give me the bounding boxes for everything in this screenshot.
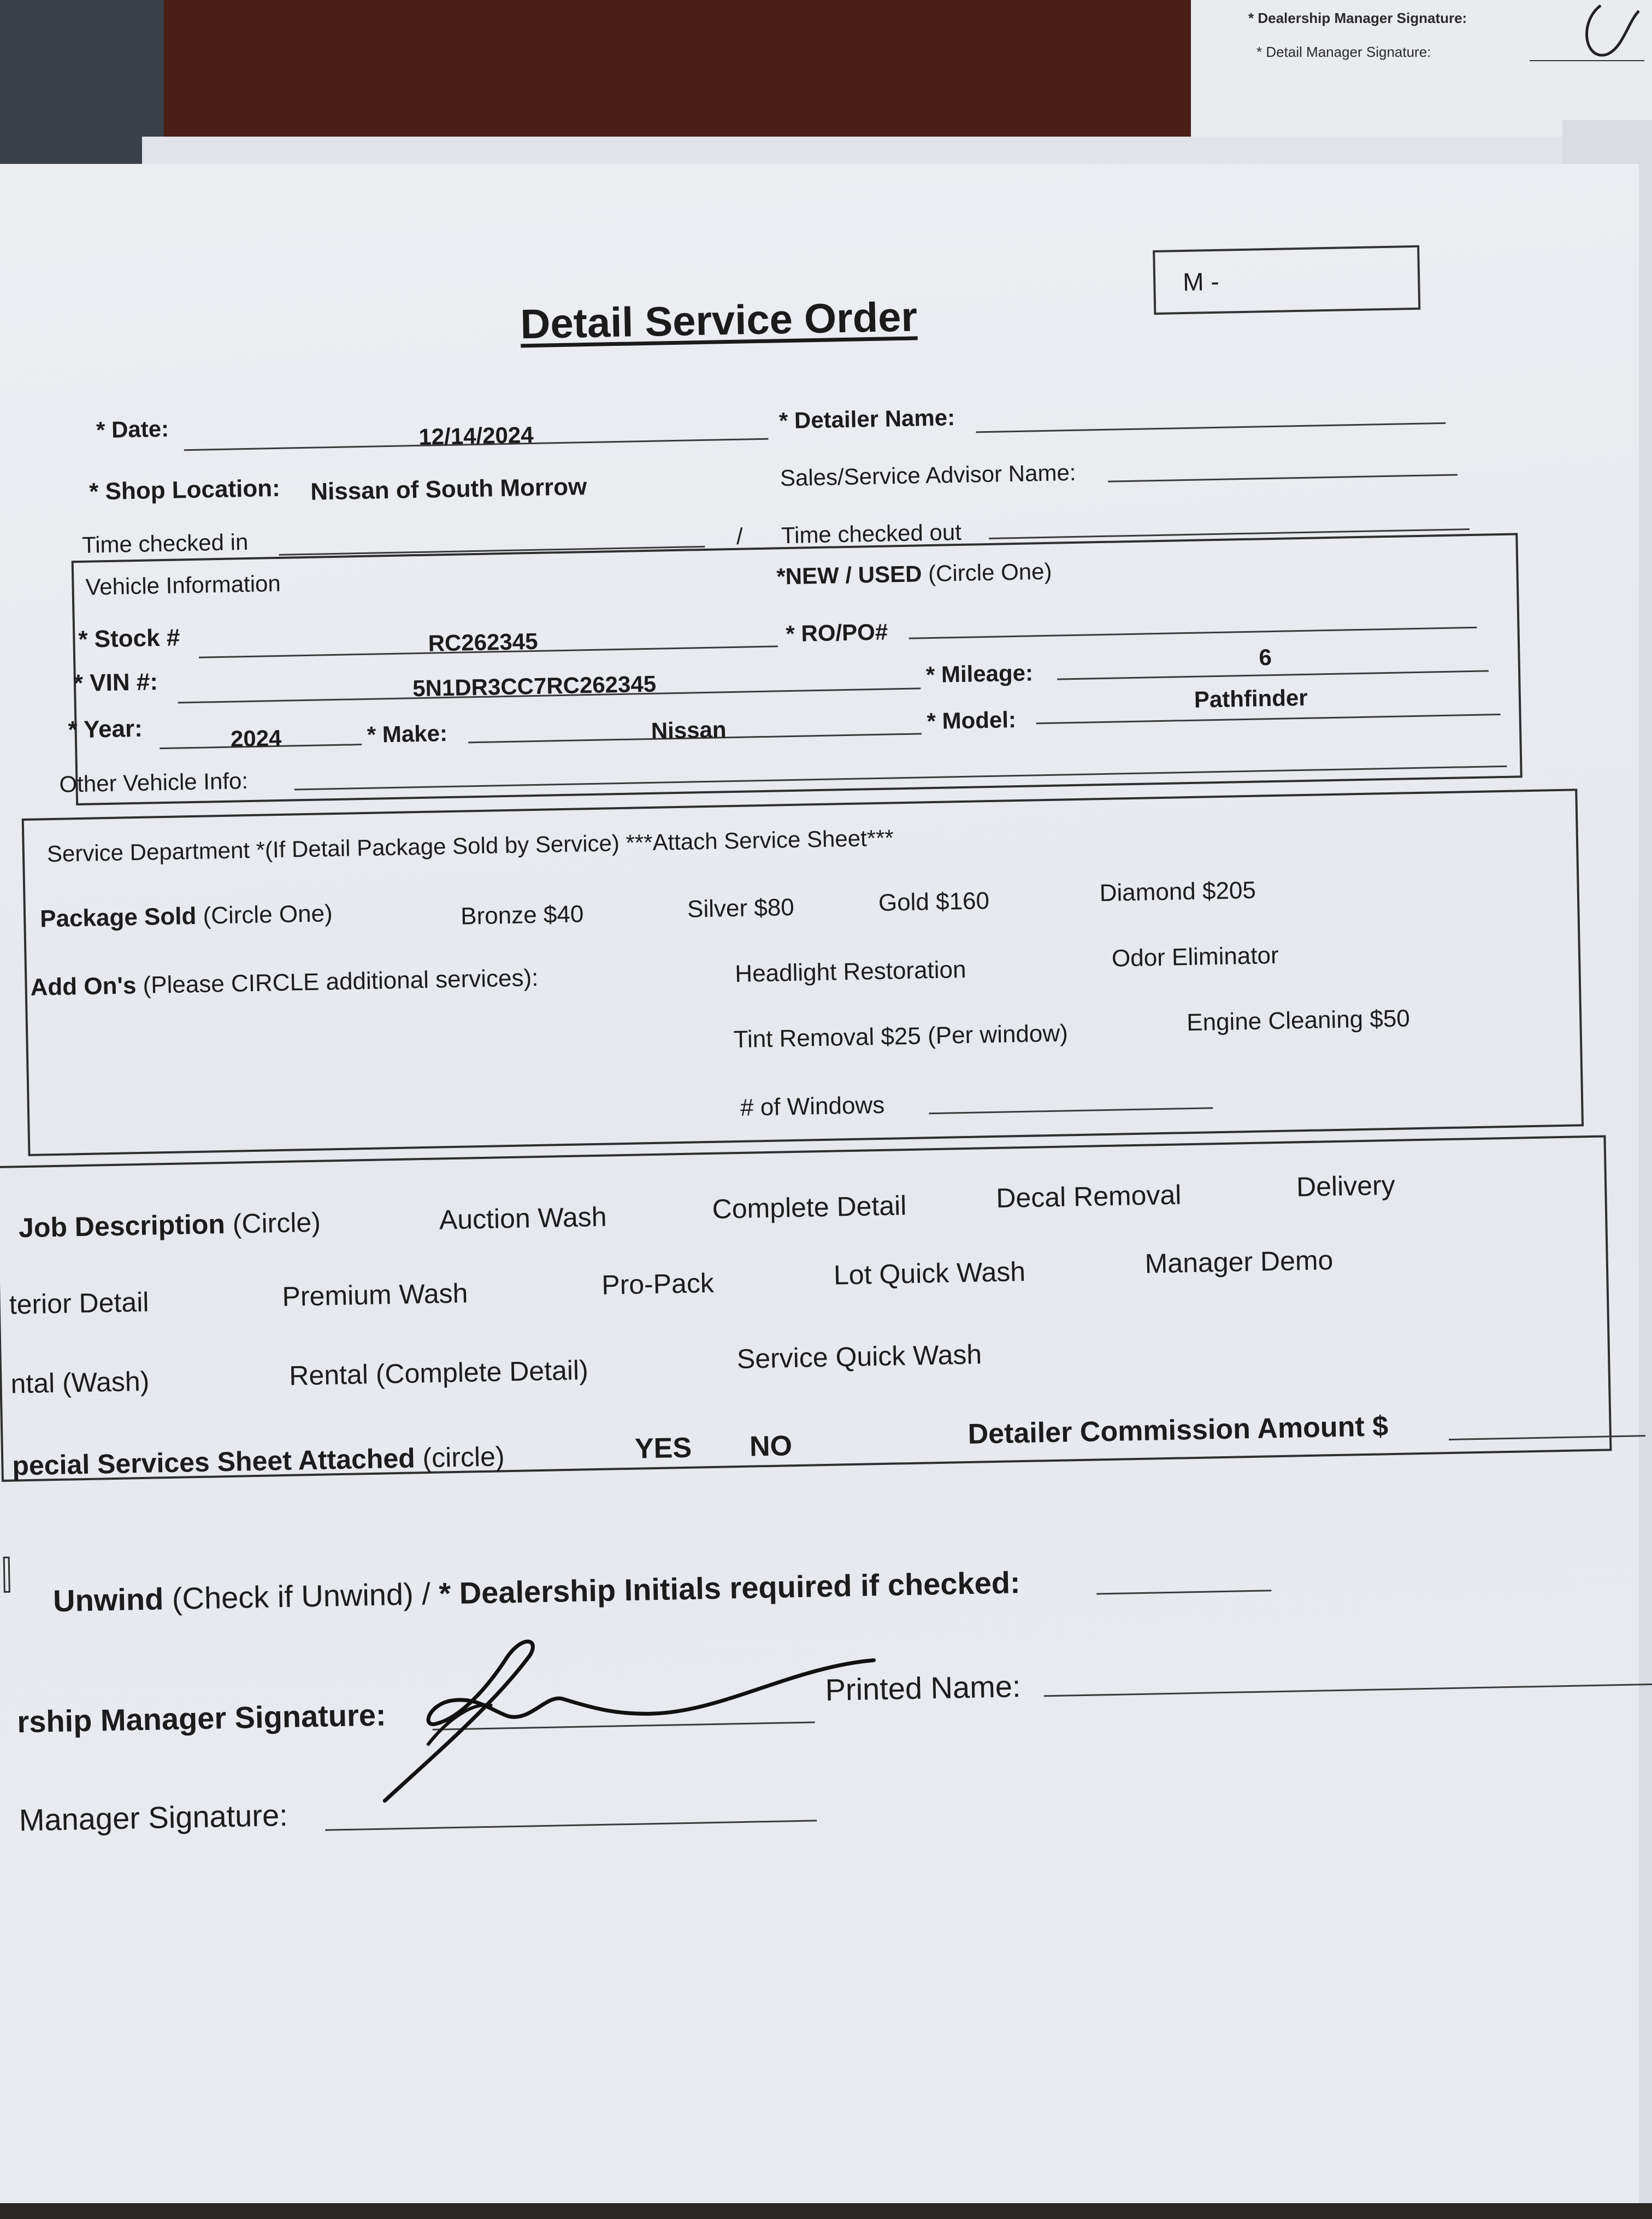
other-vehicle-info-label: Other Vehicle Info: <box>59 768 249 797</box>
special-services-yes[interactable]: YES <box>634 1432 692 1465</box>
handwritten-signature <box>365 1626 937 1812</box>
detail-manager-signature-label: Manager Signature: <box>19 1798 288 1838</box>
unwind-hint: (Check if Unwind) / <box>172 1576 431 1616</box>
addon-headlight-restoration[interactable]: Headlight Restoration <box>734 956 966 988</box>
printed-name-field[interactable] <box>1044 1684 1652 1697</box>
vin-value[interactable]: 5N1DR3CC7RC262345 <box>412 670 657 702</box>
time-separator: / <box>736 523 744 549</box>
m-number-box[interactable] <box>1153 245 1420 315</box>
date-value[interactable]: 12/14/2024 <box>418 421 534 450</box>
windows-count-label: # of Windows <box>740 1091 885 1121</box>
job-complete-detail[interactable]: Complete Detail <box>712 1190 907 1225</box>
addon-odor-eliminator[interactable]: Odor Eliminator <box>1111 941 1279 972</box>
package-silver[interactable]: Silver $80 <box>687 893 795 923</box>
job-description-label <box>19 1206 321 1244</box>
package-sold-label <box>40 900 333 933</box>
form-title: Detail Service Order <box>520 293 918 348</box>
m-number-label: M - <box>1182 267 1220 297</box>
model-value[interactable]: Pathfinder <box>1194 684 1308 713</box>
detailer-name-label: * Detailer Name: <box>778 404 955 434</box>
ro-po-label: * RO/PO# <box>786 619 888 647</box>
printed-name-label: Printed Name: <box>824 1669 1022 1708</box>
package-bronze[interactable]: Bronze $40 <box>460 900 584 930</box>
job-decal-removal[interactable]: Decal Removal <box>995 1179 1182 1214</box>
job-delivery[interactable]: Delivery <box>1296 1169 1396 1203</box>
model-label: * Model: <box>927 707 1017 734</box>
job-rental-wash[interactable]: ntal (Wash) <box>10 1365 150 1399</box>
job-manager-demo[interactable]: Manager Demo <box>1144 1245 1334 1279</box>
stock-label: * Stock # <box>78 624 180 653</box>
detailer-commission-label: Detailer Commission Amount $ <box>967 1410 1389 1450</box>
job-pro-pack[interactable]: Pro-Pack <box>601 1267 715 1300</box>
special-services-hint: (circle) <box>422 1441 505 1474</box>
advisor-name-field[interactable] <box>1108 474 1458 482</box>
shop-location-value[interactable]: Nissan of South Morrow <box>310 473 587 505</box>
year-label: * Year: <box>68 715 143 744</box>
addon-tint-removal[interactable]: Tint Removal $25 (Per window) <box>733 1020 1069 1053</box>
year-value[interactable]: 2024 <box>230 725 282 752</box>
unwind-checkbox[interactable] <box>3 1557 10 1593</box>
unwind-initials-label: * Dealership Initials required if checked: <box>438 1565 1021 1611</box>
special-services-bold: pecial Services Sheet Attached <box>11 1443 416 1481</box>
new-used-hint: (Circle One) <box>928 558 1052 587</box>
unwind-bold: Unwind <box>52 1581 164 1618</box>
time-in-label: Time checked in <box>81 528 249 558</box>
unwind-row <box>53 1564 1021 1618</box>
job-description-bold: Job Description <box>18 1209 226 1244</box>
shop-location-label: * Shop Location: <box>88 474 281 505</box>
detailer-name-field[interactable] <box>976 422 1446 433</box>
mileage-label: * Mileage: <box>925 660 1034 688</box>
job-premium-wash[interactable]: Premium Wash <box>282 1278 468 1312</box>
package-sold-hint: (Circle One) <box>203 900 333 929</box>
add-ons-hint: (Please CIRCLE additional services): <box>143 964 539 999</box>
add-ons-bold: Add On's <box>30 972 137 1001</box>
job-rental-complete-detail[interactable]: Rental (Complete Detail) <box>288 1355 589 1391</box>
special-services-no[interactable]: NO <box>749 1430 793 1463</box>
package-diamond[interactable]: Diamond $205 <box>1099 876 1256 907</box>
vehicle-information-label: Vehicle Information <box>85 570 281 600</box>
stock-value[interactable]: RC262345 <box>428 628 538 656</box>
make-label: * Make: <box>367 720 448 747</box>
time-out-label: Time checked out <box>781 519 962 549</box>
date-label: * Date: <box>96 415 169 443</box>
unwind-initials-field[interactable] <box>1096 1590 1271 1594</box>
package-gold[interactable]: Gold $160 <box>878 887 990 916</box>
job-service-quick-wash[interactable]: Service Quick Wash <box>736 1339 982 1375</box>
job-description-hint: (Circle) <box>232 1206 321 1239</box>
back-manager-signature-label: * Dealership Manager Signature: <box>1248 10 1467 26</box>
new-used-options[interactable]: *NEW / USED <box>776 561 922 590</box>
job-lot-quick-wash[interactable]: Lot Quick Wash <box>833 1256 1026 1291</box>
detail-manager-signature-field[interactable] <box>325 1820 817 1830</box>
job-auction-wash[interactable]: Auction Wash <box>439 1201 607 1235</box>
service-department-header: Service Department *(If Detail Package Sold by Service) ***Attach Service Sheet*** <box>46 825 894 867</box>
back-detail-manager-signature-label: * Detail Manager Signature: <box>1256 44 1431 60</box>
addon-engine-cleaning[interactable]: Engine Cleaning $50 <box>1186 1005 1411 1037</box>
make-value[interactable]: Nissan <box>651 716 727 744</box>
new-used-selector[interactable] <box>776 558 1052 590</box>
vin-label: * VIN #: <box>73 668 158 697</box>
package-sold-bold: Package Sold <box>39 902 197 933</box>
mileage-value[interactable]: 6 <box>1258 644 1272 670</box>
job-interior-detail[interactable]: terior Detail <box>9 1286 149 1320</box>
advisor-name-label: Sales/Service Advisor Name: <box>780 459 1076 491</box>
dealership-manager-signature-label: rship Manager Signature: <box>16 1697 387 1739</box>
